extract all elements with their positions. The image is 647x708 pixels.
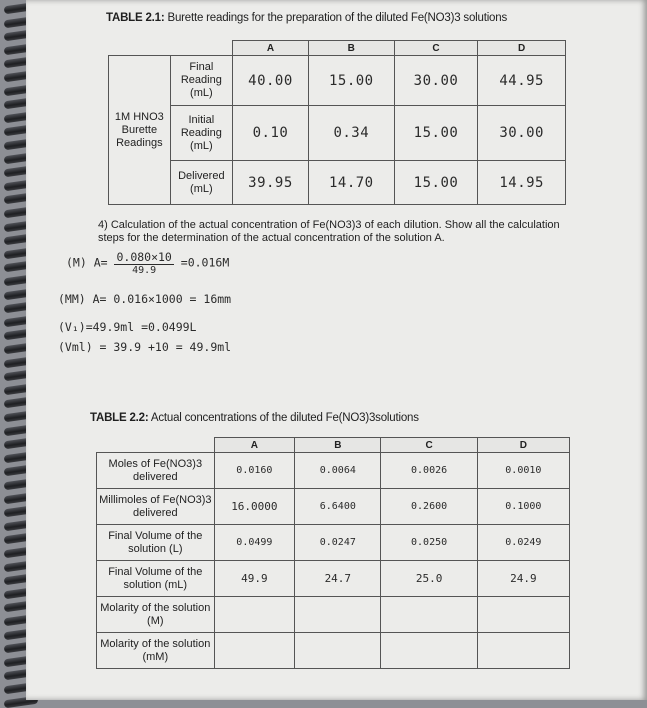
table2-cell	[295, 633, 381, 669]
table2-cell: 0.0250	[381, 525, 477, 561]
table1-cell: 0.34	[308, 106, 394, 161]
table1-col-header: B	[308, 41, 394, 56]
table1-caption	[106, 12, 507, 24]
table2-col-header: B	[295, 438, 381, 453]
table2-cell	[381, 633, 477, 669]
table1-caption-bold: TABLE 2.1:	[106, 12, 165, 24]
question-line: 4) Calculation of the actual concentration of Fe(NO3)3 of each dilution. Show all the calculation	[98, 219, 560, 231]
table-burette-readings	[108, 40, 566, 205]
calc-denominator: 49.9	[132, 265, 157, 276]
table1-col-header: A	[232, 41, 308, 56]
table2-cell: 24.7	[295, 561, 381, 597]
table2-row-label: Molarity of the solution (M)	[97, 597, 215, 633]
table1-cell: 0.10	[232, 106, 308, 161]
table2-col-header: A	[214, 438, 295, 453]
table2-cell: 0.0026	[381, 453, 477, 489]
calc-fraction	[114, 250, 173, 276]
table2-cell: 6.6400	[295, 489, 381, 525]
table2-cell: 0.0247	[295, 525, 381, 561]
table1-cell: 14.95	[478, 161, 566, 205]
table1-cell: 30.00	[394, 56, 478, 106]
table1-cell: 14.70	[308, 161, 394, 205]
table2-row-label: Final Volume of the solution (L)	[97, 525, 215, 561]
table2-col-header: C	[381, 438, 477, 453]
table1-cell: 44.95	[478, 56, 566, 106]
calc-prefix: (M) A=	[66, 255, 115, 270]
table1-group-label: 1M HNO3 Burette Readings	[109, 56, 171, 205]
handwritten-calc-volume-l: (V₁)=49.9ml =0.0499L	[58, 320, 197, 334]
table2-cell	[295, 597, 381, 633]
table2-cell	[214, 633, 295, 669]
handwritten-calc-millimolar: (MM) A= 0.016×1000 = 16mm	[58, 292, 232, 306]
table1-col-header: C	[394, 41, 478, 56]
table1-col-header: D	[478, 41, 566, 56]
table1-cell: 15.00	[394, 161, 478, 205]
table1-row-label: Delivered (mL)	[170, 161, 232, 205]
table2-cell: 0.2600	[381, 489, 477, 525]
table1-cell: 15.00	[394, 106, 478, 161]
table2-col-header: D	[477, 438, 569, 453]
handwritten-calc-volume-ml: (Vml) = 39.9 +10 = 49.9ml	[58, 340, 232, 354]
table2-cell: 0.0499	[214, 525, 295, 561]
table2-row-label: Final Volume of the solution (mL)	[97, 561, 215, 597]
table1-row-label: Initial Reading (mL)	[170, 106, 232, 161]
table2-caption-bold: TABLE 2.2:	[90, 412, 149, 424]
table1-caption-text: Burette readings for the preparation of the diluted Fe(NO3)3 solutions	[164, 12, 508, 24]
table2-cell: 16.0000	[214, 489, 295, 525]
table1-cell: 30.00	[478, 106, 566, 161]
question-line: steps for the determination of the actual concentration of the solution A.	[98, 232, 445, 244]
table1-cell: 39.95	[232, 161, 308, 205]
table2-cell: 0.1000	[477, 489, 569, 525]
table-actual-concentrations	[96, 437, 570, 669]
table2-caption	[90, 412, 419, 424]
table2-cell: 0.0160	[214, 453, 295, 489]
table2-cell: 25.0	[381, 561, 477, 597]
table2-row-label: Millimoles of Fe(NO3)3 delivered	[97, 489, 215, 525]
table2-cell	[477, 633, 569, 669]
table2-cell	[381, 597, 477, 633]
handwritten-calc-molarity	[66, 250, 229, 276]
table2-cell: 0.0010	[477, 453, 569, 489]
table2-cell: 24.9	[477, 561, 569, 597]
table2-cell: 0.0064	[295, 453, 381, 489]
table1-row-label: Final Reading (mL)	[170, 56, 232, 106]
table2-cell	[214, 597, 295, 633]
table1-cell: 15.00	[308, 56, 394, 106]
calc-numerator: 0.080×10	[116, 250, 172, 264]
table1-cell: 40.00	[232, 56, 308, 106]
table2-cell	[477, 597, 569, 633]
question-text	[98, 219, 568, 245]
table2-cell: 0.0249	[477, 525, 569, 561]
table2-row-label: Molarity of the solution (mM)	[97, 633, 215, 669]
calc-result: =0.016M	[173, 255, 230, 270]
table2-cell: 49.9	[214, 561, 295, 597]
table2-caption-text: Actual concentrations of the diluted Fe(NO3)3solutions	[148, 412, 419, 424]
table2-row-label: Moles of Fe(NO3)3 delivered	[97, 453, 215, 489]
